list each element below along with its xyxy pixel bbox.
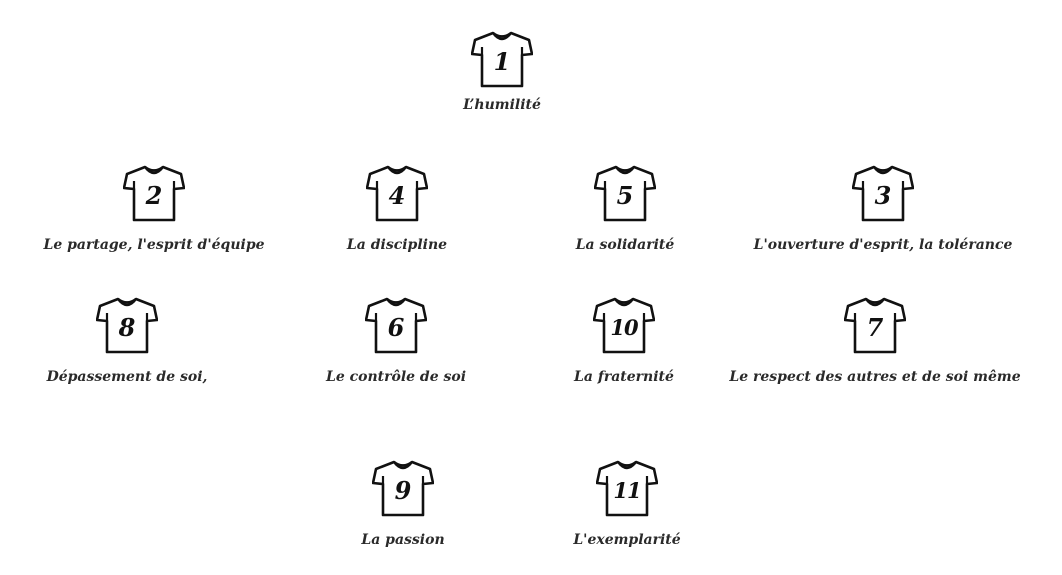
player-1 (352, 30, 652, 114)
player-11 (477, 459, 777, 549)
shirt-number: 8 (118, 313, 136, 342)
tshirt-icon (366, 164, 428, 222)
shirt-number: 2 (145, 181, 163, 210)
tshirt-icon (471, 30, 533, 88)
tshirt-icon (365, 296, 427, 354)
shirt-number: 7 (866, 313, 884, 342)
tshirt-icon (594, 164, 656, 222)
player-7 (725, 296, 1025, 386)
tshirt-icon (593, 296, 655, 354)
tshirt-icon (844, 296, 906, 354)
shirt-number: 4 (388, 181, 406, 210)
value-label: Le partage, l'esprit d'équipe (43, 237, 265, 253)
value-label: Dépassement de soi, (46, 369, 208, 385)
player-5 (475, 164, 775, 254)
shirt-number: 10 (610, 315, 638, 340)
tshirt-icon (123, 164, 185, 222)
shirt-number: 5 (616, 181, 634, 210)
player-3 (733, 164, 1033, 254)
shirt-number: 3 (874, 181, 892, 210)
value-label: La solidarité (575, 237, 675, 253)
value-label: Le contrôle de soi (325, 369, 467, 385)
value-label: La fraternité (574, 369, 674, 385)
value-label: La discipline (346, 237, 448, 253)
value-label: Le respect des autres et de soi même (729, 369, 1021, 385)
tshirt-icon (596, 459, 658, 517)
tshirt-icon (372, 459, 434, 517)
shirt-number: 6 (387, 313, 405, 342)
shirt-number: 1 (493, 47, 511, 76)
player-8 (0, 296, 277, 386)
tshirt-icon (852, 164, 914, 222)
value-label: L'ouverture d'esprit, la tolérance (753, 237, 1013, 253)
value-label: L’humilité (463, 97, 541, 113)
value-label: L'exemplarité (573, 532, 681, 548)
shirt-number: 11 (613, 478, 641, 503)
shirt-number: 9 (394, 476, 412, 505)
tshirt-icon (96, 296, 158, 354)
value-label: La passion (361, 532, 445, 548)
